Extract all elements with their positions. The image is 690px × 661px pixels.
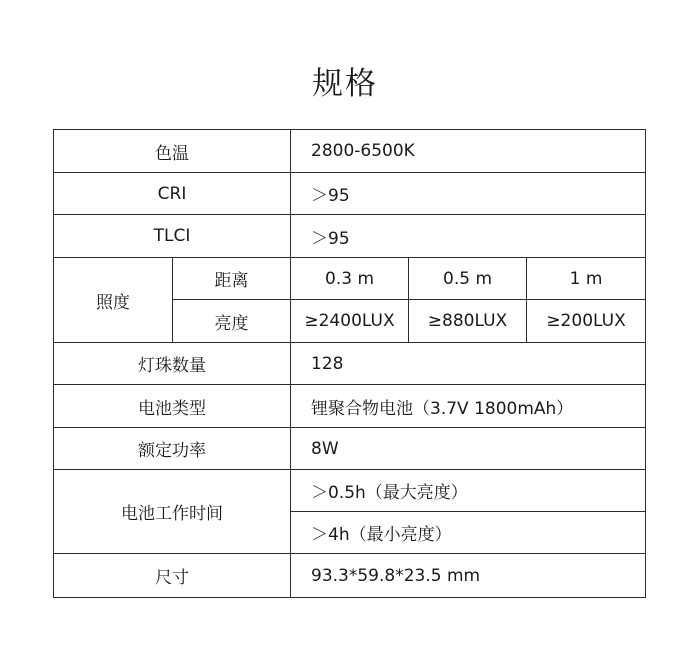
battery-life-max: ＞0.5h（最大亮度） bbox=[291, 470, 646, 512]
table-row-battery-life-max bbox=[54, 470, 646, 512]
size-label: 尺寸 bbox=[54, 554, 291, 598]
led-count-value: 128 bbox=[291, 343, 646, 385]
distance-value-3: 1 m bbox=[527, 258, 646, 300]
battery-life-min: ＞4h（最小亮度） bbox=[291, 512, 646, 554]
color-temp-value: 2800-6500K bbox=[291, 130, 646, 173]
table-row-cri bbox=[54, 173, 646, 215]
tlci-value: ＞95 bbox=[291, 215, 646, 258]
size-value: 93.3*59.8*23.5 mm bbox=[291, 554, 646, 598]
cri-value: ＞95 bbox=[291, 173, 646, 215]
spec-table bbox=[53, 129, 646, 598]
distance-value-1: 0.3 m bbox=[291, 258, 409, 300]
table-row-tlci bbox=[54, 215, 646, 258]
brightness-value-2: ≥880LUX bbox=[409, 300, 527, 343]
distance-label: 距离 bbox=[173, 258, 291, 300]
brightness-label: 亮度 bbox=[173, 300, 291, 343]
table-row-color-temp bbox=[54, 130, 646, 173]
table-row-rated-power bbox=[54, 428, 646, 470]
led-count-label: 灯珠数量 bbox=[54, 343, 291, 385]
battery-life-label: 电池工作时间 bbox=[54, 470, 291, 554]
battery-type-value: 锂聚合物电池（3.7V 1800mAh） bbox=[291, 385, 646, 428]
illuminance-label: 照度 bbox=[54, 258, 173, 343]
rated-power-value: 8W bbox=[291, 428, 646, 470]
brightness-value-1: ≥2400LUX bbox=[291, 300, 409, 343]
table-row-size bbox=[54, 554, 646, 598]
rated-power-label: 额定功率 bbox=[54, 428, 291, 470]
table-row-battery-type bbox=[54, 385, 646, 428]
table-row-led-count bbox=[54, 343, 646, 385]
distance-value-2: 0.5 m bbox=[409, 258, 527, 300]
page-title: 规格 bbox=[312, 66, 378, 102]
color-temp-label: 色温 bbox=[54, 130, 291, 173]
table-row-illuminance-distance bbox=[54, 258, 646, 300]
brightness-value-3: ≥200LUX bbox=[527, 300, 646, 343]
cri-label: CRI bbox=[54, 173, 291, 215]
tlci-label: TLCI bbox=[54, 215, 291, 258]
battery-type-label: 电池类型 bbox=[54, 385, 291, 428]
